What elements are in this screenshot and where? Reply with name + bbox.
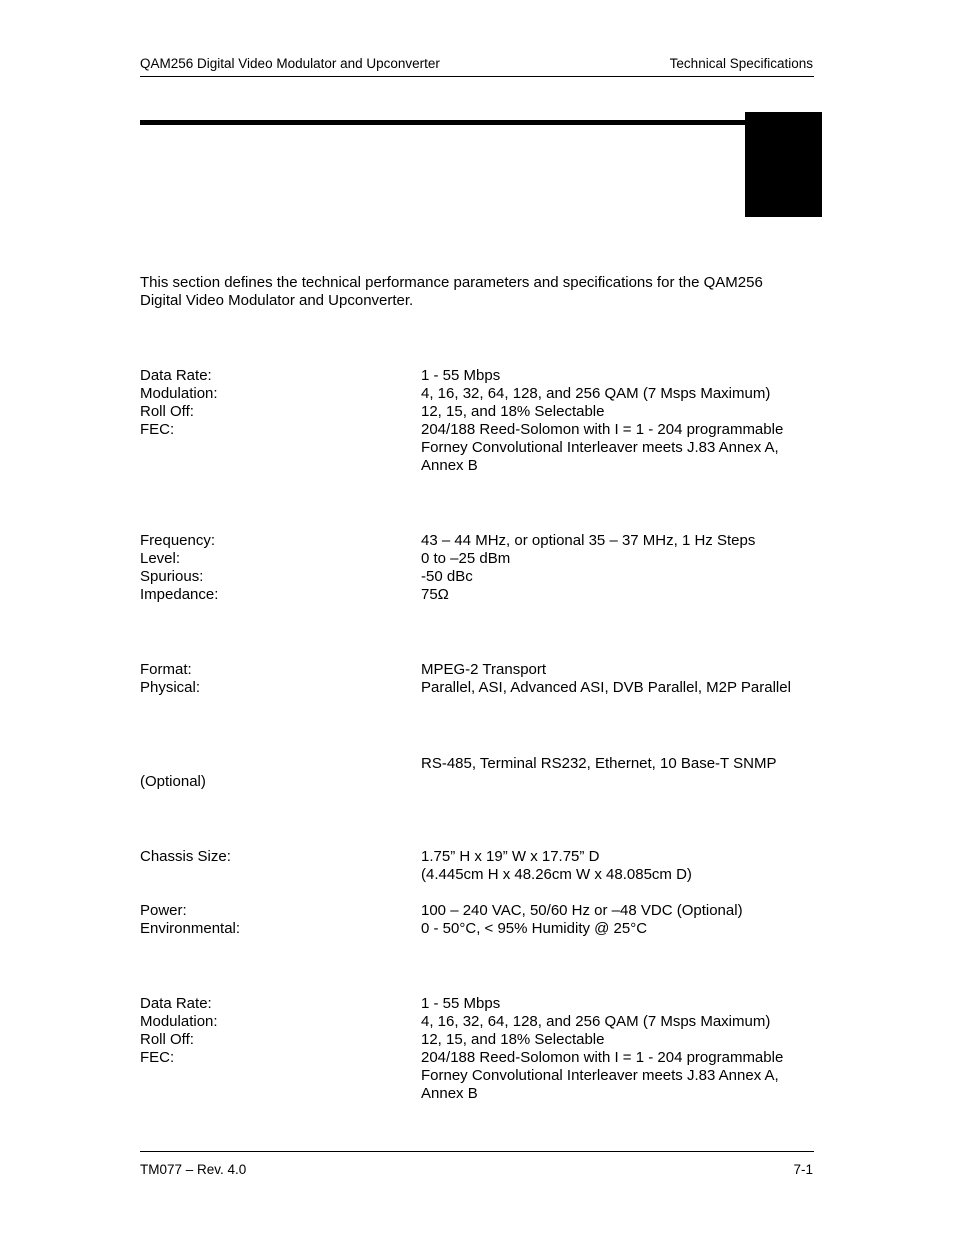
- spec-label-data-rate: Data Rate:: [140, 995, 212, 1012]
- spec-label-roll-off: Roll Off:: [140, 403, 194, 420]
- spec-value-chassis-size-metric: (4.445cm H x 48.26cm W x 48.085cm D): [421, 866, 692, 883]
- chapter-tab-block: [745, 112, 822, 217]
- spec-label-physical: Physical:: [140, 679, 201, 696]
- spec-value-power: 100 – 240 VAC, 50/60 Hz or –48 VDC (Optional): [421, 902, 743, 919]
- header-divider: [140, 76, 814, 77]
- footer-divider: [140, 1151, 814, 1152]
- spec-label-power: Power:: [140, 902, 187, 919]
- chapter-heading-bar: [140, 120, 750, 125]
- spec-label-environmental: Environmental:: [140, 920, 241, 937]
- spec-value-modulation: 4, 16, 32, 64, 128, and 256 QAM (7 Msps Maximum): [421, 1013, 771, 1030]
- spec-note-optional: (Optional): [140, 773, 206, 790]
- spec-value-spurious: -50 dBc: [421, 568, 473, 585]
- spec-label-modulation: Modulation:: [140, 385, 218, 402]
- spec-value-fec: Annex B: [421, 457, 478, 474]
- spec-value-fec: 204/188 Reed-Solomon with I = 1 - 204 programmable: [421, 421, 784, 438]
- spec-label-data-rate: Data Rate:: [140, 367, 212, 384]
- intro-line: This section defines the technical performance parameters and specifications for the QAM256: [140, 274, 763, 291]
- intro-paragraph: [140, 274, 820, 310]
- spec-label-fec: FEC:: [140, 421, 175, 438]
- page-number: 7-1: [793, 1162, 813, 1177]
- running-header-section: Technical Specifications: [669, 56, 813, 71]
- spec-value-data-rate: 1 - 55 Mbps: [421, 367, 501, 384]
- spec-value-modulation: 4, 16, 32, 64, 128, and 256 QAM (7 Msps Maximum): [421, 385, 771, 402]
- spec-label-spurious: Spurious:: [140, 568, 204, 585]
- spec-value-format: MPEG-2 Transport: [421, 661, 547, 678]
- spec-value-physical: Parallel, ASI, Advanced ASI, DVB Parallel, M2P Parallel: [421, 679, 791, 696]
- spec-value-monitor-control: RS-485, Terminal RS232, Ethernet, 10 Base-T SNMP: [421, 755, 777, 772]
- spec-value-data-rate: 1 - 55 Mbps: [421, 995, 501, 1012]
- spec-value-fec: 204/188 Reed-Solomon with I = 1 - 204 programmable: [421, 1049, 784, 1066]
- spec-value-fec: Forney Convolutional Interleaver meets J.83 Annex A,: [421, 1067, 779, 1084]
- spec-label-frequency: Frequency:: [140, 532, 216, 549]
- running-header-title: QAM256 Digital Video Modulator and Upconverter: [140, 56, 440, 71]
- spec-value-frequency: 43 – 44 MHz, or optional 35 – 37 MHz, 1 Hz Steps: [421, 532, 756, 549]
- spec-label-level: Level:: [140, 550, 181, 567]
- spec-label-fec: FEC:: [140, 1049, 175, 1066]
- spec-label-modulation: Modulation:: [140, 1013, 218, 1030]
- spec-value-chassis-size: 1.75” H x 19” W x 17.75” D: [421, 848, 600, 865]
- intro-line: Digital Video Modulator and Upconverter.: [140, 292, 414, 309]
- spec-value-impedance: 75Ω: [421, 586, 449, 603]
- footer-document-id: TM077 – Rev. 4.0: [140, 1162, 247, 1177]
- spec-label-format: Format:: [140, 661, 192, 678]
- spec-value-roll-off: 12, 15, and 18% Selectable: [421, 1031, 605, 1048]
- spec-value-fec: Forney Convolutional Interleaver meets J.83 Annex A,: [421, 439, 779, 456]
- spec-value-environmental: 0 - 50°C, < 95% Humidity @ 25°C: [421, 920, 648, 937]
- spec-value-fec: Annex B: [421, 1085, 478, 1102]
- spec-label-roll-off: Roll Off:: [140, 1031, 194, 1048]
- spec-label-chassis-size: Chassis Size:: [140, 848, 231, 865]
- spec-value-level: 0 to –25 dBm: [421, 550, 511, 567]
- spec-label-impedance: Impedance:: [140, 586, 219, 603]
- spec-value-roll-off: 12, 15, and 18% Selectable: [421, 403, 605, 420]
